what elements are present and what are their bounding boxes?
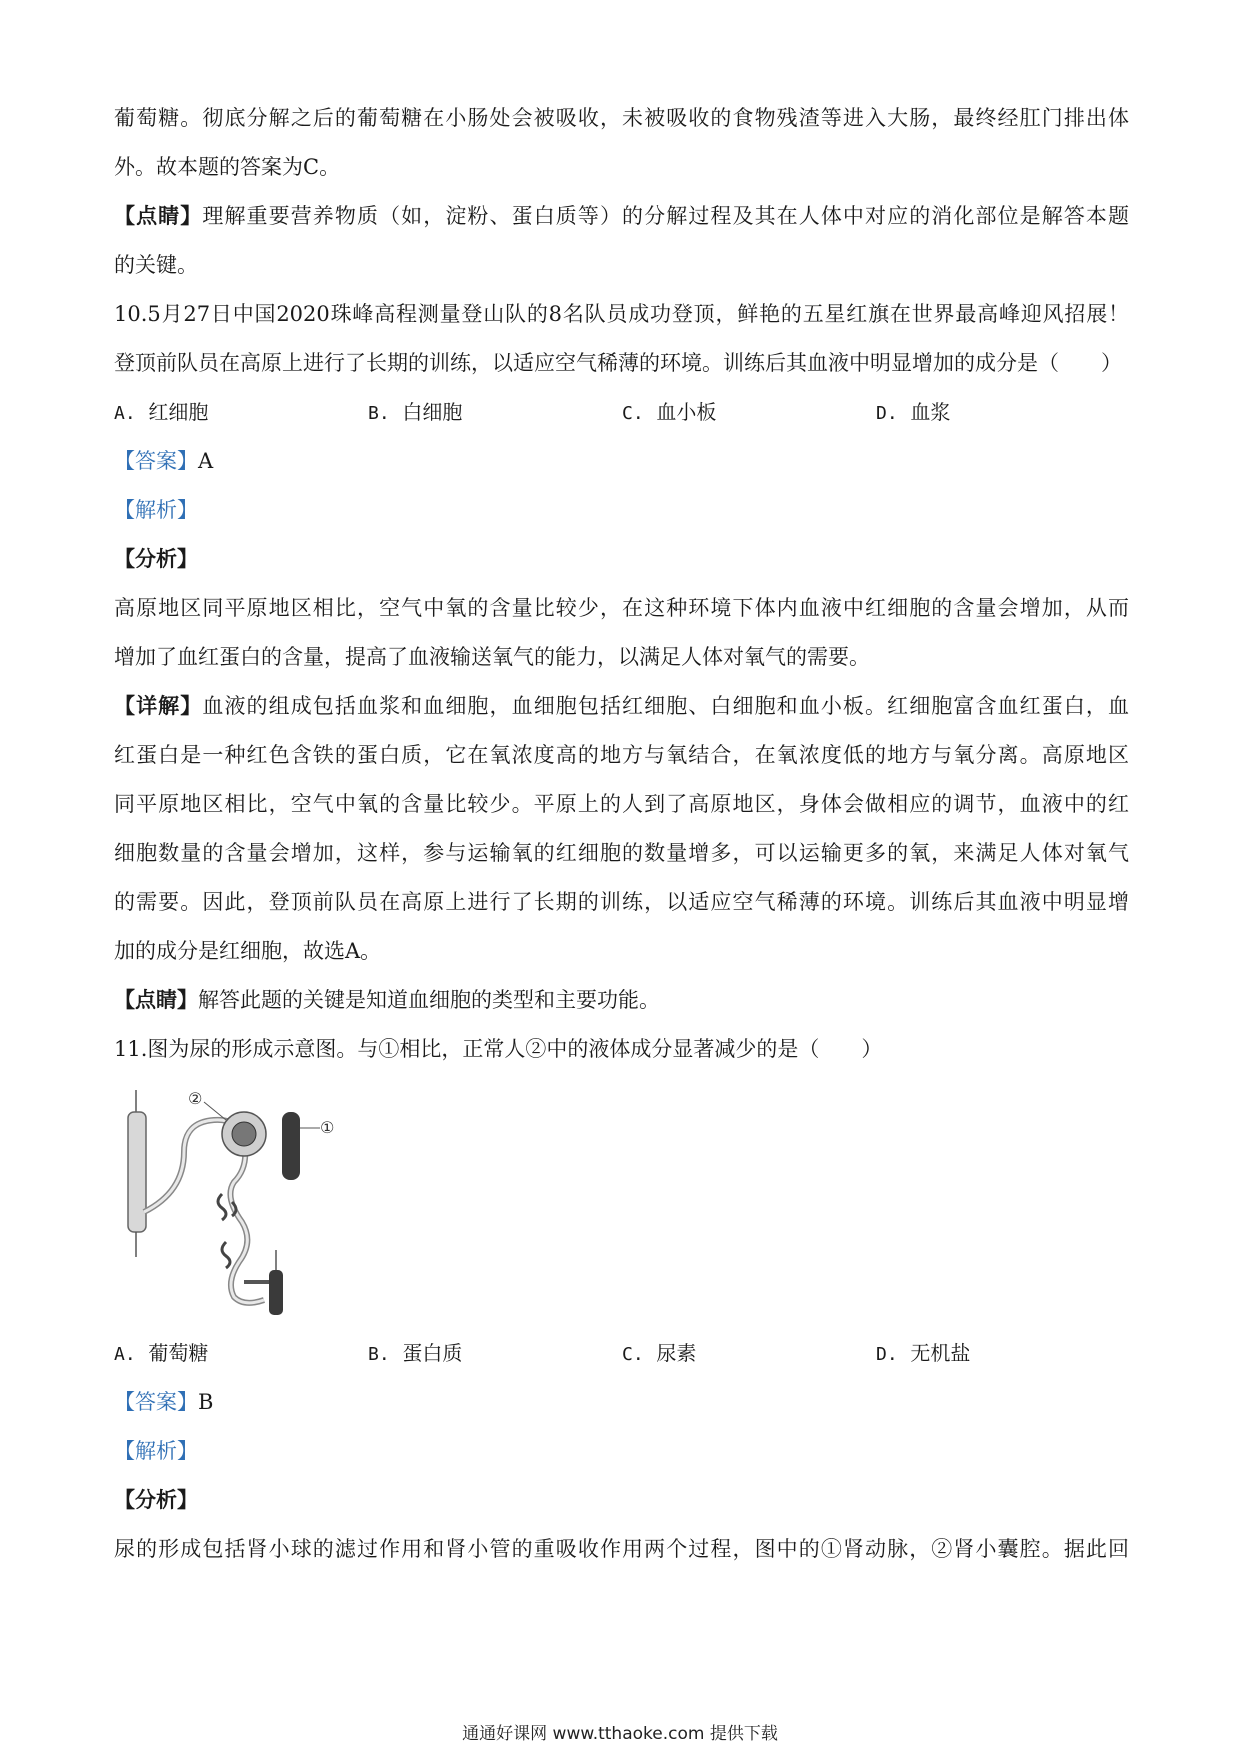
- detail-tag: 【详解】: [114, 693, 203, 718]
- diagram-label-2: ②: [188, 1089, 203, 1108]
- answer-value: A: [198, 449, 214, 473]
- q10-option-c: C. 血小板: [622, 400, 717, 424]
- q10-option-a: A. 红细胞: [114, 400, 209, 424]
- question-10-stem-line1: 10.5月27日中国2020珠峰高程测量登山队的8名队员成功登顶，鲜艳的五星红旗在世界最高峰迎风招展！: [114, 302, 1129, 326]
- q10-fenxi-tag: 【分析】: [114, 546, 198, 571]
- q10-answer: [114, 446, 1129, 476]
- note-line: [114, 201, 1129, 231]
- q10-detail-line: 加的成分是红细胞，故选A。: [114, 939, 382, 963]
- note-tag: 【点睛】: [114, 203, 203, 228]
- q10-detail-line: 的需要。因此，登顶前队员在高原上进行了长期的训练，以适应空气稀薄的环境。训练后其血液中明显增: [114, 890, 1129, 914]
- paragraph-line: 外。故本题的答案为C。: [114, 155, 341, 179]
- q10-fenxi-line: 高原地区同平原地区相比，空气中氧的含量比较少，在这种环境下体内血液中红细胞的含量会增加，从而: [114, 596, 1129, 620]
- q10-detail-line: 同平原地区相比，空气中氧的含量比较少。平原上的人到了高原地区，身体会做相应的调节，血液中的红: [114, 792, 1129, 816]
- q10-option-d: D. 血浆: [876, 400, 951, 424]
- q11-answer: [114, 1387, 1129, 1417]
- paragraph-line: 的关键。: [114, 253, 198, 277]
- q11-option-b: B. 蛋白质: [368, 1341, 463, 1365]
- q11-option-c: C. 尿素: [622, 1341, 697, 1365]
- paragraph-line: 葡萄糖。彻底分解之后的葡萄糖在小肠处会被吸收，未被吸收的食物残渣等进入大肠，最终经肛门排出体: [114, 106, 1129, 130]
- q10-analysis-tag: 【解析】: [114, 498, 198, 522]
- page-footer: 通通好课网 www.tthaoke.com 提供下载: [462, 1724, 778, 1744]
- q10-detail-line: 红蛋白是一种红色含铁的蛋白质，它在氧浓度高的地方与氧结合，在氧浓度低的地方与氧分离。高原地区: [114, 743, 1129, 767]
- q11-option-a: A. 葡萄糖: [114, 1341, 209, 1365]
- urine-formation-diagram: [114, 1082, 354, 1318]
- diagram-label-1: ①: [320, 1118, 335, 1137]
- q11-analysis-tag: 【解析】: [114, 1439, 198, 1463]
- q11-fenxi-line: 尿的形成包括肾小球的滤过作用和肾小管的重吸收作用两个过程，图中的①肾动脉，②肾小囊腔。据此回: [114, 1537, 1129, 1561]
- answer-tag: 【答案】: [114, 449, 198, 473]
- q10-note-line: 【点睛】解答此题的关键是知道血细胞的类型和主要功能。: [114, 987, 660, 1012]
- note-text: 理解重要营养物质（如，淀粉、蛋白质等）的分解过程及其在人体中对应的消化部位是解答本题: [202, 204, 1129, 228]
- question-11-stem: 11.图为尿的形成示意图。与①相比，正常人②中的液体成分显著减少的是（ ）: [114, 1037, 883, 1061]
- q10-detail-line: 细胞数量的含量会增加，这样，参与运输氧的红细胞的数量增多，可以运输更多的氧，来满足人体对氧气: [114, 841, 1129, 865]
- q11-fenxi-tag: 【分析】: [114, 1487, 198, 1512]
- question-10-stem-line2: 登顶前队员在高原上进行了长期的训练，以适应空气稀薄的环境。训练后其血液中明显增加的成分是（ ）: [114, 351, 1122, 375]
- answer-tag: 【答案】: [114, 1390, 198, 1414]
- note-tag: 【点睛】: [114, 987, 198, 1012]
- q11-option-d: D. 无机盐: [876, 1341, 971, 1365]
- q10-detail-line: 【详解】血液的组成包括血浆和血细胞，血细胞包括红细胞、白细胞和血小板。红细胞富含血红蛋白，血: [114, 693, 1129, 718]
- q10-fenxi-line: 增加了血红蛋白的含量，提高了血液输送氧气的能力，以满足人体对氧气的需要。: [114, 645, 870, 669]
- answer-value: B: [198, 1390, 214, 1414]
- q10-option-b: B. 白细胞: [368, 400, 463, 424]
